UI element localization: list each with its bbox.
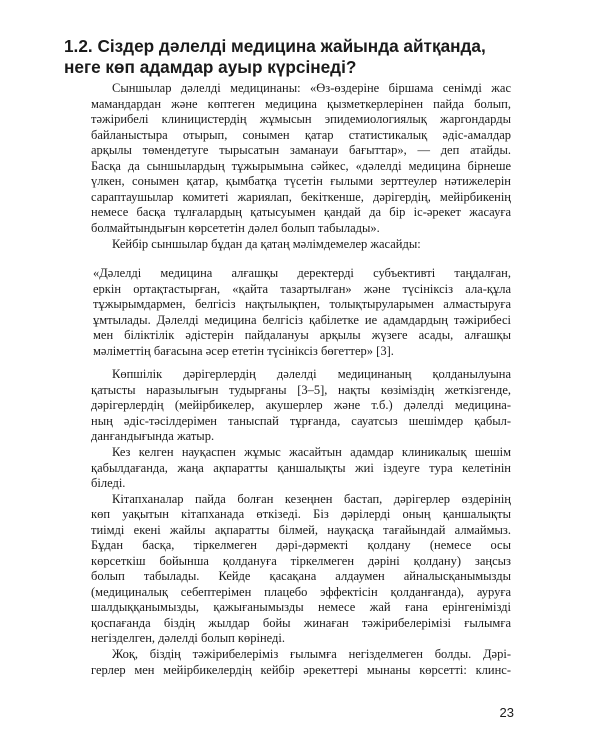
section-heading xyxy=(64,36,534,78)
para1-line: немесе басқа тұлғалардың қатысуымен қандай да бір іс-әрекет жасауға xyxy=(91,205,511,220)
quote-line: тұжырымдармен, белгісіз нақтылықпен, толықтыруларымен алмастыруға xyxy=(93,297,511,312)
para1-line: болмайтындығын көрсететін дәлел болып табылады». xyxy=(91,220,380,235)
para3-line: қатысты наразылығын тудырғаны [3–5], нақты көзіміздің жеткізгенде, xyxy=(91,382,511,397)
para3-line: ның әдіс-тәсілдерімен таныспай тұрғанда, сауатсыз шешімдер қабыл- xyxy=(91,413,511,428)
para5-line: Бұдан басқа, тіркелмеген дәрі-дәрмекті қолдану (немесе осы xyxy=(91,538,511,553)
para5-line: (медициналық себептерімен плацебо эффектісін қолданғанда), ауруға xyxy=(91,584,511,599)
quote-line: мәліметтің бағасына әсер ететін түсініксіз бөгеттер» [3]. xyxy=(93,343,394,358)
para5-line: шалдыққанымызды, қажығанымызды немесе жай ғана ерінгенімізді xyxy=(91,600,511,615)
heading-line-1: 1.2. Сіздер дәлелді медицина жайында айтқанда, xyxy=(64,36,486,56)
para5-line: Кітапханалар пайда болған кезеңнен бастап, дәрігерлер өздерінің xyxy=(112,491,511,506)
quote-line: ұмтылады. Дәлелді медицина белгісіз қабілетке ие адамдардың тәжірибесі xyxy=(93,312,511,327)
quote-line: мен біліктілік әдістерін пайдалануы арқылы жүзеге асады, алғашқы xyxy=(93,328,511,343)
para2-line: Кейбір сыншылар бұдан да қатаң мәлімдемелер жасайды: xyxy=(112,236,421,251)
para3-line: данғандығында жатыр. xyxy=(91,429,215,444)
para6-line: Жоқ, біздің тәжірибелеріміз ғылымға негізделмеген болды. Дәрі- xyxy=(112,647,511,661)
para3-line: Көпшілік дәрігерлердің дәлелді медицинаның қолданылуына xyxy=(112,367,511,381)
para1-line: Басқа да сыншылардың тұжырымына сәйкес, «дәлелді медицина бірнеше xyxy=(91,158,511,173)
para5-line: көп уақытын кітапханада өткізеді. Біз дәрілерді оның қаншалықты xyxy=(91,507,511,522)
para4-line: біледі. xyxy=(91,476,126,491)
page-number: 23 xyxy=(499,705,514,720)
para4-line: қабылдағанда, жаңа ақпаратты қаншалықты жиі іздеуге тура келетінін xyxy=(91,460,511,475)
para3-line: дәрігерлердің (мейірбикелер, акушерлер және т.б.) дәлелді медицина- xyxy=(91,398,511,413)
para1-line: сараптаушылар комитеті жариялап, бекіткенше, дәрігердің, мейірбикенің xyxy=(91,189,511,204)
para5-line: тиімді екені жайлы ақпаратты білмей, науқасқа тағайындай алмаймыз. xyxy=(91,522,511,537)
para4-line: Кез келген науқаспен жұмыс жасайтын адамдар клиникалық шешім xyxy=(112,445,511,459)
para1-line: үлкен, сонымен қатар, қымбатқа түсетін ғылыми зерттеулер нәтижелерін xyxy=(91,174,511,189)
para1-line: мамандардан және көптеген медицина қызметкерлерінен пайда болып, xyxy=(91,96,511,111)
para1-line: Сыншылар дәлелді медицинаны: «Өз-өздеріне біршама сенімді жас xyxy=(112,81,511,95)
para5-line: қоспағанда біздің жылдар бойы жинаған тәжірибелерімізі ғылымға xyxy=(91,615,511,630)
quote-line: еркін ортақтастырған, «қайта тазартылған» және түсініксіз ала-құла xyxy=(93,281,511,296)
para5-line: көрсеткіш бойынша қолдануға тіркелмеген дәріні қолдану) заңсыз xyxy=(91,553,511,568)
quote-line: «Дәлелді медицина алғашқы деректерді субъективті таңдалған, xyxy=(93,266,511,280)
para6-line: герлер мен мейірбикелердің кейбір әрекеттері мынаны көрсетті: клинс- xyxy=(91,662,511,677)
para5-line: негізделген, дәлелді болып көрінеді. xyxy=(91,631,286,646)
para1-line: тәжірибелі клиницистердің жұмысын эпидемиологиялық жаргондарды xyxy=(91,112,511,127)
heading-line-2: неге көп адамдар ауыр күрсінеді? xyxy=(64,57,357,77)
para5-line: болып табылады. Кейде қасақана алдаумен айналысқанымызды xyxy=(91,569,511,584)
para1-line: арқылы төмендетуге тырысатын заманауи бағыттар», — деп атайды. xyxy=(91,143,511,158)
para1-line: байланыстыра отырып, сонымен қатар статистикалық әдіс-амалдар xyxy=(91,127,511,142)
